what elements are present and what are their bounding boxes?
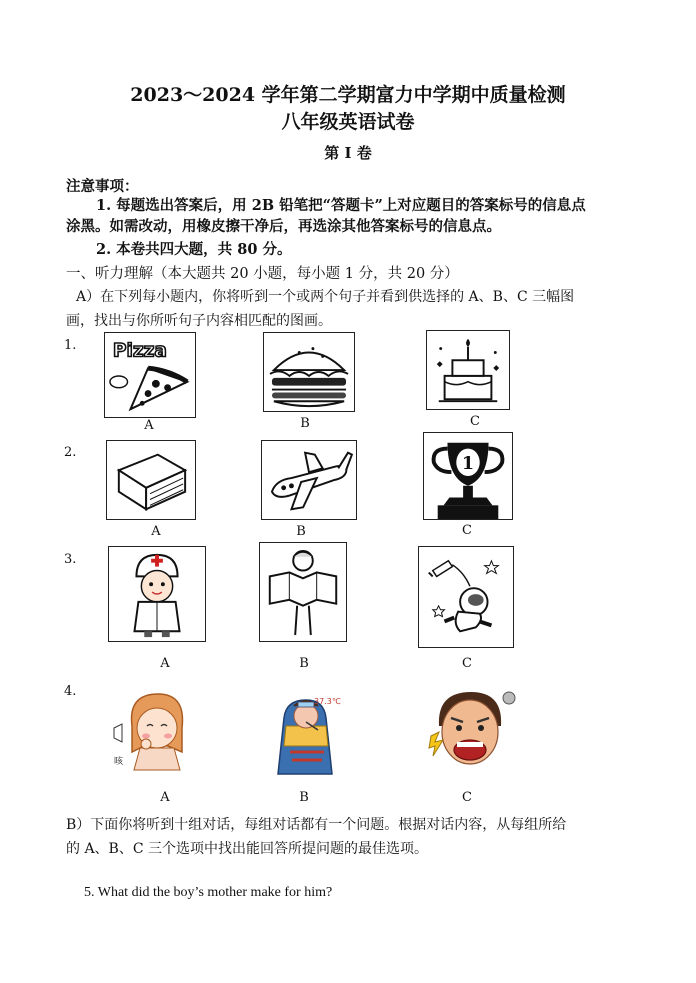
- option-picture[interactable]: [426, 330, 510, 410]
- question-number: 2.: [64, 445, 77, 460]
- partB-instruction-line1: B）下面你将听到十组对话，每组对话都有一个问题。根据对话内容，从每组所给: [66, 817, 567, 833]
- cake-icon: [427, 331, 509, 409]
- question-number: 3.: [64, 552, 77, 567]
- option-letter: C: [470, 414, 480, 429]
- option-picture[interactable]: [421, 686, 519, 776]
- hamburger-icon: [264, 333, 354, 411]
- question-number: 4.: [64, 684, 77, 699]
- option-picture[interactable]: [259, 542, 347, 642]
- notes-item2: 2. 本卷共四大题，共 80 分。: [96, 241, 292, 258]
- partA-instruction-line1: A）在下列每小题内，你将听到一个或两个句子并看到供选择的 A、B、C 三幅图: [76, 289, 575, 305]
- partA-instruction-line2: 画，找出与你所听句子内容相匹配的图画。: [66, 313, 332, 329]
- option-letter: A: [160, 656, 170, 671]
- astronaut-icon: [419, 547, 513, 647]
- airplane-icon: [262, 441, 356, 519]
- option-letter: A: [160, 790, 170, 805]
- svg-text:37.3℃: 37.3℃: [314, 697, 341, 706]
- question-5-text: 5. What did the boy’s mother make for him?: [84, 885, 333, 900]
- option-letter: B: [300, 416, 310, 431]
- option-picture[interactable]: [263, 332, 355, 412]
- option-picture[interactable]: [418, 546, 514, 648]
- svg-text:1: 1: [461, 453, 475, 475]
- option-picture[interactable]: [423, 432, 513, 520]
- option-picture[interactable]: [104, 332, 196, 418]
- fever-person-icon: [264, 686, 350, 776]
- option-picture[interactable]: [106, 440, 196, 520]
- option-picture[interactable]: [264, 686, 350, 776]
- option-letter: B: [299, 656, 309, 671]
- section-heading: 一、听力理解（本大题共 20 小题，每小题 1 分，共 20 分）: [66, 266, 459, 282]
- partB-instruction-line2: 的 A、B、C 三个选项中找出能回答所提问题的最佳选项。: [66, 841, 429, 857]
- option-letter: B: [296, 524, 306, 539]
- option-picture[interactable]: [261, 440, 357, 520]
- exam-subtitle: 八年级英语试卷: [281, 111, 415, 133]
- map-reader-icon: [260, 543, 346, 641]
- question-number: 1.: [64, 338, 77, 353]
- svg-text:Pizza: Pizza: [112, 340, 167, 362]
- option-letter: C: [462, 656, 472, 671]
- option-picture[interactable]: [110, 686, 194, 776]
- book-icon: [107, 441, 195, 519]
- toothache-boy-icon: [421, 686, 519, 776]
- option-letter: B: [299, 790, 309, 805]
- notes-item1-line2: 涂黑。如需改动，用橡皮擦干净后，再选涂其他答案标号的信息点。: [66, 218, 501, 235]
- trophy-icon: [424, 433, 512, 519]
- coughing-girl-icon: [110, 686, 194, 776]
- option-letter: C: [462, 790, 472, 805]
- option-letter: C: [462, 523, 472, 538]
- svg-text:咳: 咳: [114, 757, 124, 767]
- pizza-icon: [105, 333, 195, 417]
- volume-label: 第 I 卷: [324, 144, 372, 162]
- notes-heading: 注意事项：: [66, 178, 139, 195]
- option-letter: A: [144, 418, 154, 433]
- notes-item1-line1: 1. 每题选出答案后，用 2B 铅笔把“答题卡”上对应题目的答案标号的信息点: [96, 197, 586, 214]
- option-letter: A: [151, 524, 161, 539]
- exam-title: 2023～2024 学年第二学期富力中学期中质量检测: [130, 84, 566, 106]
- option-picture[interactable]: [108, 546, 206, 642]
- doctor-icon: [109, 547, 205, 641]
